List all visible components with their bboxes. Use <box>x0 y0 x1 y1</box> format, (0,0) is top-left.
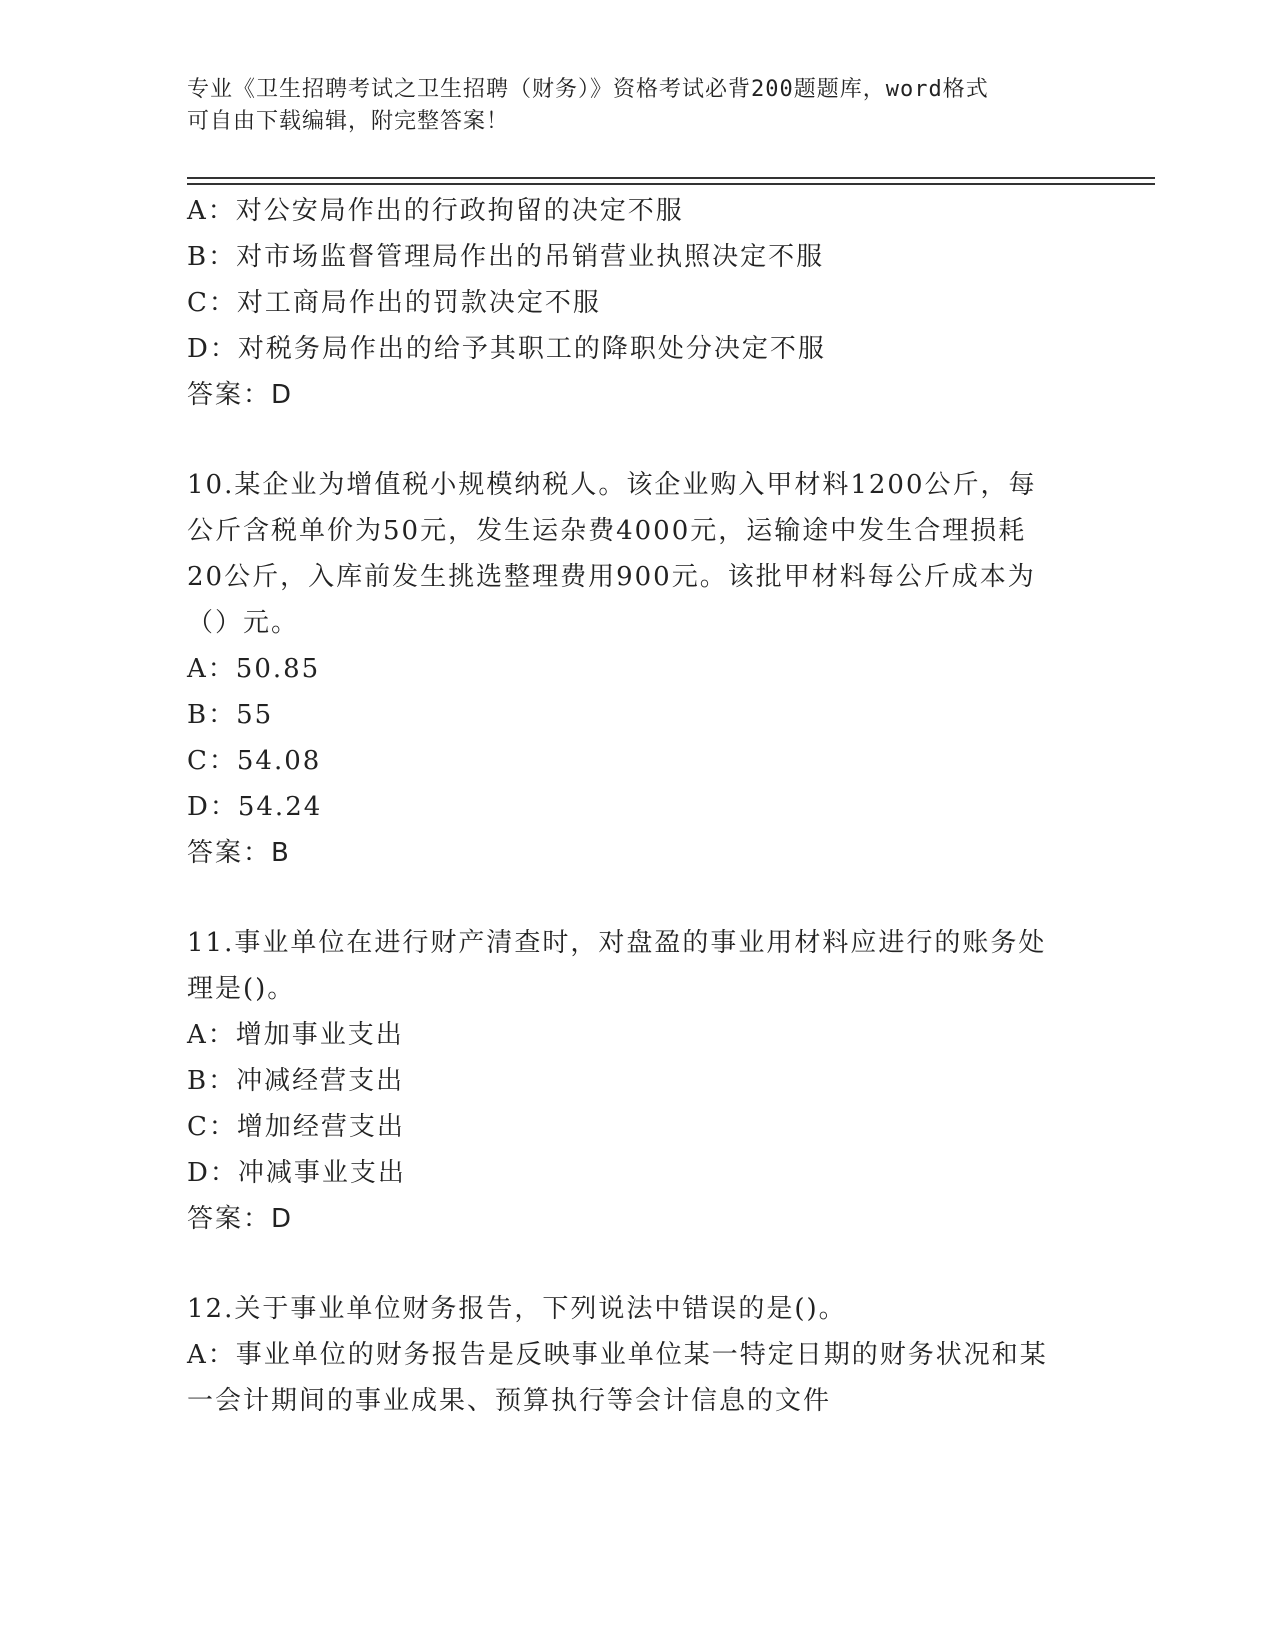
question-spacer <box>187 1242 1087 1286</box>
question-12 <box>187 1286 1087 1424</box>
option-a: A：对公安局作出的行政拘留的决定不服 <box>187 196 684 226</box>
option-b: B：冲减经营支出 <box>187 1066 405 1096</box>
question-9 <box>187 188 1087 418</box>
option-a: A：事业单位的财务报告是反映事业单位某一特定日期的财务状况和某 <box>187 1340 1048 1370</box>
question-text-line: 20公斤，入库前发生挑选整理费用900元。该批甲材料每公斤成本为 <box>187 562 1036 592</box>
answer: 答案：D <box>187 380 294 410</box>
question-list <box>187 188 1087 1424</box>
header-line-1: 专业《卫生招聘考试之卫生招聘（财务）》资格考试必背200题题库，word格式 <box>187 77 989 102</box>
question-text-line: 11.事业单位在进行财产清查时，对盘盈的事业用材料应进行的账务处 <box>187 928 1047 958</box>
option-b: B：55 <box>187 700 274 730</box>
question-text-line: 公斤含税单价为50元，发生运杂费4000元，运输途中发生合理损耗 <box>187 516 1027 546</box>
question-11 <box>187 920 1087 1242</box>
answer: 答案：D <box>187 1204 294 1234</box>
header-line-2: 可自由下载编辑，附完整答案！ <box>187 109 510 134</box>
option-a: A：50.85 <box>187 654 321 684</box>
question-spacer <box>187 418 1087 462</box>
option-c: C：对工商局作出的罚款决定不服 <box>187 288 601 318</box>
header-divider-bottom <box>187 183 1155 185</box>
answer: 答案：B <box>187 838 291 868</box>
option-d: D：对税务局作出的给予其职工的降职处分决定不服 <box>187 334 826 364</box>
header-divider-top <box>187 177 1155 179</box>
question-spacer <box>187 876 1087 920</box>
question-text-line: 12.关于事业单位财务报告，下列说法中错误的是()。 <box>187 1294 847 1324</box>
option-b: B：对市场监督管理局作出的吊销营业执照决定不服 <box>187 242 825 272</box>
option-d: D：冲减事业支出 <box>187 1158 406 1188</box>
option-d: D：54.24 <box>187 792 323 822</box>
option-c: C：54.08 <box>187 746 322 776</box>
question-text-line: 理是()。 <box>187 974 296 1004</box>
option-a-continued: 一会计期间的事业成果、预算执行等会计信息的文件 <box>187 1386 832 1416</box>
question-10 <box>187 462 1087 876</box>
document-header <box>187 74 1087 138</box>
option-a: A：增加事业支出 <box>187 1020 404 1050</box>
question-text-line: 10.某企业为增值税小规模纳税人。该企业购入甲材料1200公斤，每 <box>187 470 1037 500</box>
option-c: C：增加经营支出 <box>187 1112 405 1142</box>
question-text-line: （）元。 <box>187 608 300 638</box>
